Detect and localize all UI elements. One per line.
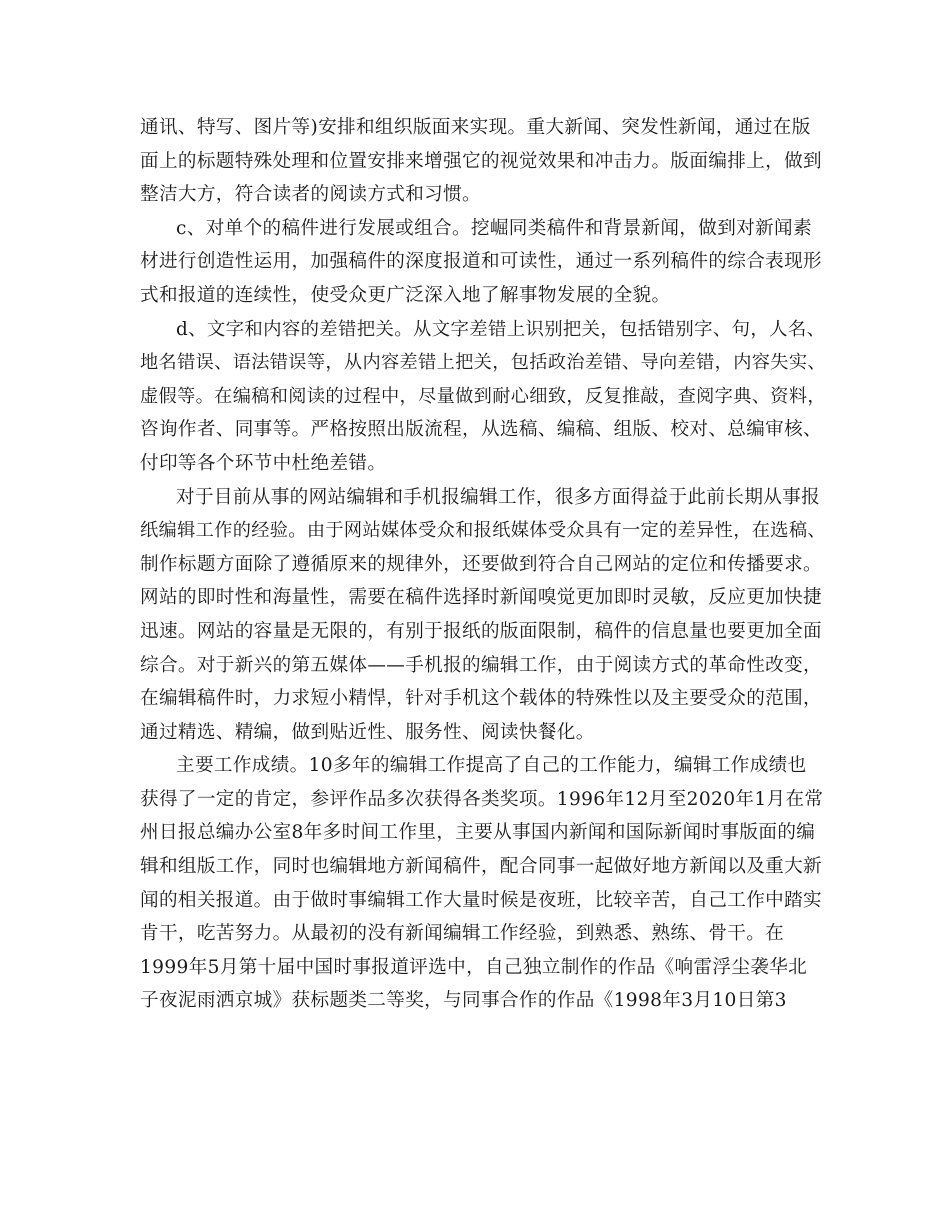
text-line: 1999年5月第十届中国时事报道评选中，自己独立制作的作品《响雷浮尘袭华北	[140, 956, 808, 978]
text-line: 式和报道的连续性，使受众更广泛深入地了解事物发展的全貌。	[140, 284, 671, 306]
document-body	[140, 111, 830, 1018]
text-line: 获得了一定的肯定，参评作品多次获得各类奖项。1996年12月至2020年1月在常	[140, 788, 824, 810]
text-line: 通过精选、精编，做到贴近性、服务性、阅读快餐化。	[140, 721, 595, 743]
text-line: 综合。对于新兴的第五媒体——手机报的编辑工作，由于阅读方式的革命性改变，	[140, 654, 822, 676]
text-line: 网站的即时性和海量性，需要在稿件选择时新闻嗅觉更加即时灵敏，反应更加快捷	[140, 587, 822, 609]
text-line: 闻的相关报道。由于做时事编辑工作大量时候是夜班，比较辛苦，自己工作中踏实	[140, 889, 822, 911]
text-line: 虚假等。在编稿和阅读的过程中，尽量做到耐心细致，反复推敲，查阅字典、资料，	[140, 385, 826, 407]
text-line: 纸编辑工作的经验。由于网站媒体受众和报纸媒体受众具有一定的差异性，在选稿、	[140, 520, 826, 542]
text-line: 整洁大方，符合读者的阅读方式和习惯。	[140, 184, 481, 206]
paragraph-first-line: 主要工作成绩。10多年的编辑工作提高了自己的工作能力，编辑工作成绩也	[176, 755, 807, 777]
text-line: 面上的标题特殊处理和位置安排来增强它的视觉效果和冲击力。版面编排上，做到	[140, 150, 822, 172]
text-line: 材进行创造性运用，加强稿件的深度报道和可读性，通过一系列稿件的综合表现形	[140, 251, 822, 273]
paragraph-first-line: c、对单个的稿件进行发展或组合。挖崛同类稿件和背景新闻，做到对新闻素	[176, 217, 812, 239]
text-line: 肯干，吃苦努力。从最初的没有新闻编辑工作经验，到熟悉、熟练、骨干。在	[140, 923, 785, 945]
paragraph-first-line: d、文字和内容的差错把关。从文字差错上识别把关，包括错别字、句，人名、	[176, 318, 826, 340]
text-line: 咨询作者、同事等。严格按照出版流程，从选稿、编稿、组版、校对、总编审核、	[140, 419, 822, 441]
text-line: 付印等各个环节中杜绝差错。	[140, 452, 387, 474]
text-line: 制作标题方面除了遵循原来的规律外，还要做到符合自己网站的定位和传播要求。	[140, 553, 822, 575]
paragraph-first-line: 对于目前从事的网站编辑和手机报编辑工作，很多方面得益于此前长期从事报	[176, 486, 821, 508]
text-line: 地名错误、语法错误等，从内容差错上把关，包括政治差错、导向差错，内容失实、	[140, 352, 826, 374]
text-line: 州日报总编办公室8年多时间工作里，主要从事国内新闻和国际新闻时事版面的编	[140, 822, 816, 844]
text-line: 子夜泥雨洒京城》获标题类二等奖，与同事合作的作品《1998年3月10日第3	[140, 990, 787, 1012]
text-line: 迅速。网站的容量是无限的，有别于报纸的版面限制，稿件的信息量也要更加全面	[140, 620, 822, 642]
text-line: 辑和组版工作，同时也编辑地方新闻稿件，配合同事一起做好地方新闻以及重大新	[140, 856, 822, 878]
text-line: 通讯、特写、图片等)安排和组织版面来实现。重大新闻、突发性新闻，通过在版	[140, 117, 811, 138]
text-line: 在编辑稿件时，力求短小精悍，针对手机这个载体的特殊性以及主要受众的范围，	[140, 688, 822, 710]
